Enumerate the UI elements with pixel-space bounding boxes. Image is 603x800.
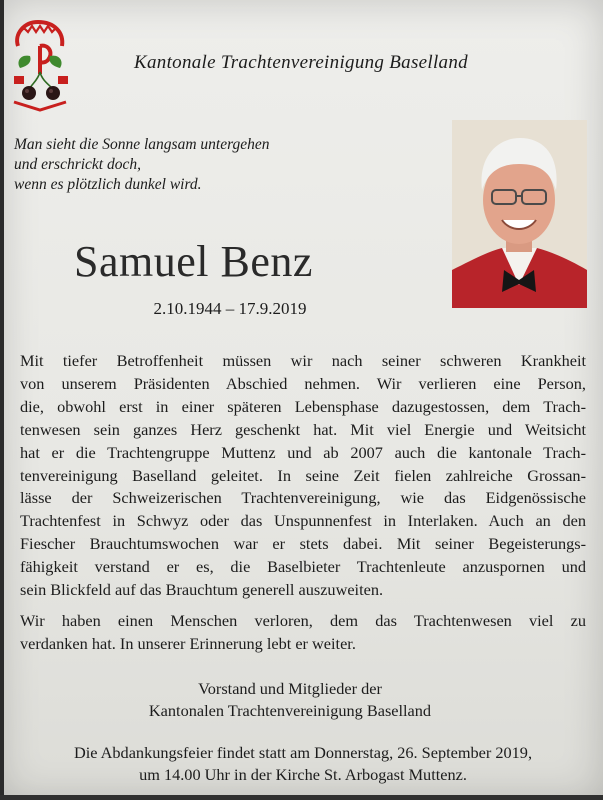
text-line: sein Blickfeld auf das Brauchtum generell auszuweiten. bbox=[20, 580, 384, 600]
scan-edge bbox=[0, 0, 4, 800]
quote-line: Man sieht die Sonne langsam untergehen bbox=[14, 136, 270, 153]
funeral-line: Die Abdankungsfeier findet statt am Donnerstag, 26. September 2019, bbox=[73, 743, 533, 762]
text-line: die, obwohl erst in einer späteren Lebensphase dazugestossen, dem Trach- bbox=[20, 396, 586, 416]
text-line: von unserem Präsidenten Abschied nehmen. Wir verlieren eine Person, bbox=[20, 373, 586, 393]
tribute-paragraph bbox=[20, 350, 586, 602]
text-line: Trachtenfest in Schwyz oder das Unspunnenfest in Interlaken. Auch an den bbox=[20, 511, 586, 531]
text-line: fähigkeit verstand er es, die Baselbieter Trachtenleute anzuspornen und bbox=[20, 557, 586, 577]
association-logo bbox=[10, 16, 72, 112]
text-line: Mit tiefer Betroffenheit müssen wir nach seiner schweren Krankheit bbox=[20, 351, 586, 370]
closing-paragraph bbox=[20, 610, 586, 656]
deceased-name: Samuel Benz bbox=[74, 237, 313, 286]
text-line: hat er die Trachtengruppe Muttenz und ab 2007 auch die kantonale Trach- bbox=[20, 442, 586, 462]
quote-line: wenn es plötzlich dunkel wird. bbox=[14, 176, 202, 193]
memorial-quote bbox=[14, 135, 314, 195]
text-line: Wir haben einen Menschen verloren, dem das Trachtenwesen viel zu bbox=[20, 611, 586, 630]
signature-line: Kantonalen Trachtenvereinigung Baselland bbox=[148, 701, 432, 720]
portrait-photo bbox=[452, 120, 587, 308]
funeral-announcement bbox=[20, 742, 586, 786]
life-dates: 2.10.1944 – 17.9.2019 bbox=[153, 299, 307, 318]
quote-line: und erschrickt doch, bbox=[14, 156, 141, 173]
text-line: tenwesen sein ganzes Herz geschenkt hat. Mit viel Energie und Weitsicht bbox=[20, 419, 586, 439]
scan-edge-bottom bbox=[0, 795, 603, 800]
text-line: verdanken hat. In unserer Erinnerung lebt er weiter. bbox=[20, 633, 356, 653]
signature-block bbox=[100, 678, 480, 722]
text-line: tenvereinigung Baselland geleitet. In seine Zeit fielen zahlreiche Grossan- bbox=[20, 465, 586, 485]
signature-line: Vorstand und Mitglieder der bbox=[198, 679, 382, 698]
text-line: Fiescher Brauchtumswochen war er stets dabei. Mit seiner Begeisterungs- bbox=[20, 534, 586, 554]
organization-name: Kantonale Trachtenvereinigung Baselland bbox=[134, 52, 468, 73]
funeral-line: um 14.00 Uhr in der Kirche St. Arbogast Muttenz. bbox=[139, 765, 467, 784]
text-line: lässe der Schweizerischen Trachtenvereinigung, wie das Eidgenössische bbox=[20, 488, 586, 508]
